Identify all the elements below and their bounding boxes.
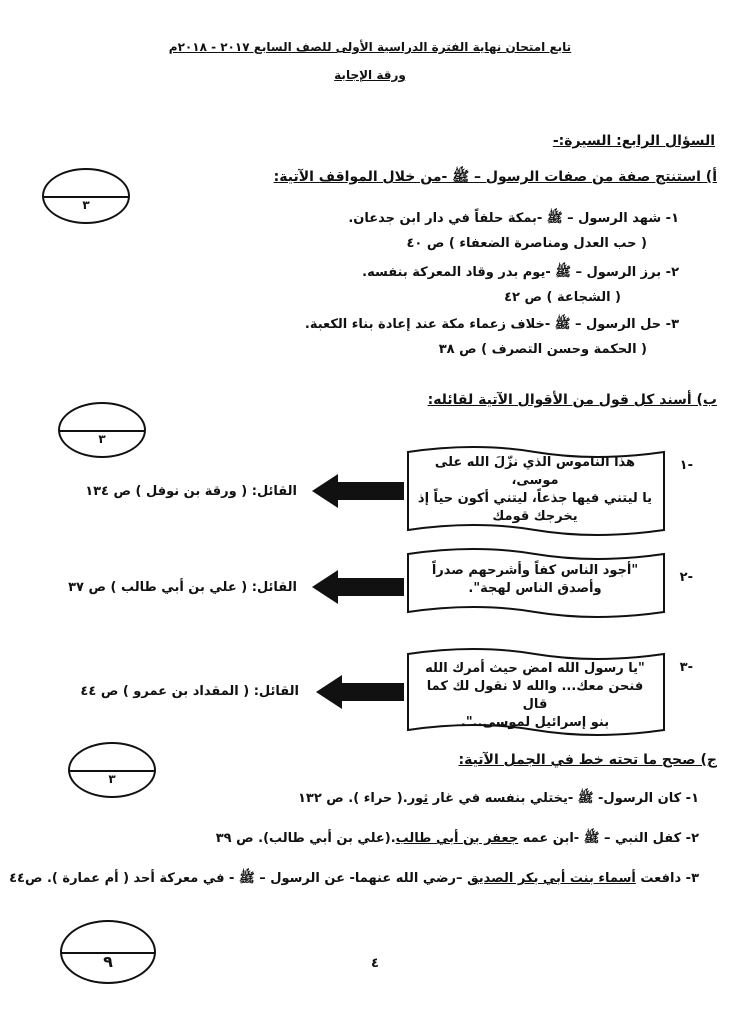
part-c-item-1 bbox=[298, 790, 699, 809]
arrow-left-icon bbox=[312, 570, 404, 604]
part-a-heading: أ) استنتج صفة من صفات الرسول – ﷺ -من خلال المواقف الآتية: bbox=[273, 169, 717, 185]
part-b-num-3: ٣- bbox=[679, 660, 693, 675]
part-c-score: ٣ bbox=[108, 772, 116, 786]
arrow-left-icon bbox=[312, 474, 404, 508]
part-b-score: ٣ bbox=[98, 432, 106, 446]
quote-1-line: يخرجك قومك bbox=[492, 509, 578, 524]
part-c-heading: ج) صحح ما تحته خط في الجمل الآتية: bbox=[458, 752, 717, 768]
part-c-item-3 bbox=[9, 870, 699, 889]
quote-1-line: هذا الناموس الذي نزّلَ الله على موسى، bbox=[434, 455, 636, 488]
part-a-item-2: ٢- برز الرسول – ﷺ -يوم بدر وقاد المعركة بنفسه. bbox=[362, 265, 679, 280]
part-c-item-1-text: ١- كان الرسول- ﷺ -يختلي بنفسه في غار bbox=[428, 791, 699, 806]
part-a-answer-3: ( الحكمة وحسن التصرف ) ص ٣٨ bbox=[438, 342, 647, 357]
question-title: السؤال الرابع: السيرة:- bbox=[552, 133, 715, 149]
part-b-answer-1: القائل: ( ورقة بن نوفل ) ص ١٣٤ bbox=[85, 484, 297, 499]
part-c-score-circle bbox=[68, 742, 156, 798]
quote-3-line: فنحن معك... والله لا نقول لك كما قال bbox=[426, 679, 644, 712]
quote-1-line: يا ليتني فيها جذعاً، ليتني أكون حياً إذ bbox=[417, 491, 653, 506]
part-b-answer-3: القائل: ( المقداد بن عمرو ) ص ٤٤ bbox=[80, 684, 299, 699]
part-a-answer-2: ( الشجاعة ) ص ٤٢ bbox=[504, 290, 621, 305]
part-c-item-3-text: ٣- دافعت bbox=[635, 871, 699, 886]
part-c-item-2 bbox=[216, 830, 699, 849]
part-c-item-2-underlined: جعفر بن أبي طالب bbox=[395, 831, 519, 846]
page-number: ٤ bbox=[371, 956, 379, 971]
part-c-item-1-underlined: ثور bbox=[407, 791, 429, 806]
part-c-item-2-correction: .(علي بن أبي طالب). ص ٣٩ bbox=[215, 831, 396, 846]
quote-3-line: بنو إسرائيل لموسى..". bbox=[460, 715, 610, 730]
part-a-score: ٣ bbox=[82, 198, 90, 212]
quote-3 bbox=[415, 660, 655, 732]
part-a-item-3: ٣- حل الرسول – ﷺ -خلاف زعماء مكة عند إعادة بناء الكعبة. bbox=[304, 317, 679, 332]
total-score-circle bbox=[60, 920, 156, 984]
arrow-left-icon bbox=[316, 675, 404, 709]
part-b-heading: ب) أسند كل قول من الأقوال الآتية لقائله: bbox=[427, 392, 717, 408]
quote-2-line: وأصدق الناس لهجة". bbox=[468, 581, 602, 596]
exam-title: تابع امتحان نهاية الفترة الدراسية الأولى للصف السابع ٢٠١٧ - ٢٠١٨م bbox=[168, 40, 572, 54]
part-b-score-circle bbox=[58, 402, 146, 458]
part-c-item-3-underlined: أسماء بنت أبي بكر الصديق bbox=[467, 871, 636, 886]
part-c-item-3-correction: –رضي الله عنهما- عن الرسول – ﷺ - في معركة أحد ( أم عمارة ). ص٤٤ bbox=[9, 871, 468, 886]
sheet-title: ورقة الإجابة bbox=[334, 68, 406, 82]
part-b-answer-2: القائل: ( علي بن أبي طالب ) ص ٣٧ bbox=[68, 580, 297, 595]
part-b-num-1: ١- bbox=[679, 458, 693, 473]
quote-2 bbox=[415, 562, 655, 598]
part-c-item-1-correction: .( حراء ). ص ١٣٢ bbox=[297, 791, 408, 806]
part-a-score-circle bbox=[42, 168, 130, 224]
quote-2-line: "أجود الناس كفاً وأشرحهم صدراً bbox=[431, 563, 639, 578]
part-b-num-2: ٢- bbox=[679, 570, 693, 585]
total-score: ٩ bbox=[103, 952, 113, 971]
part-c-item-2-text: ٢- كفل النبي – ﷺ -ابن عمه bbox=[518, 831, 699, 846]
part-a-item-1: ١- شهد الرسول – ﷺ -بمكة حلفاً في دار ابن جدعان. bbox=[348, 211, 679, 226]
part-a-answer-1: ( حب العدل ومناصرة الضعفاء ) ص ٤٠ bbox=[406, 236, 647, 251]
quote-1 bbox=[415, 454, 655, 526]
quote-3-line: "يا رسول الله امض حيث أمرك الله bbox=[425, 661, 645, 676]
